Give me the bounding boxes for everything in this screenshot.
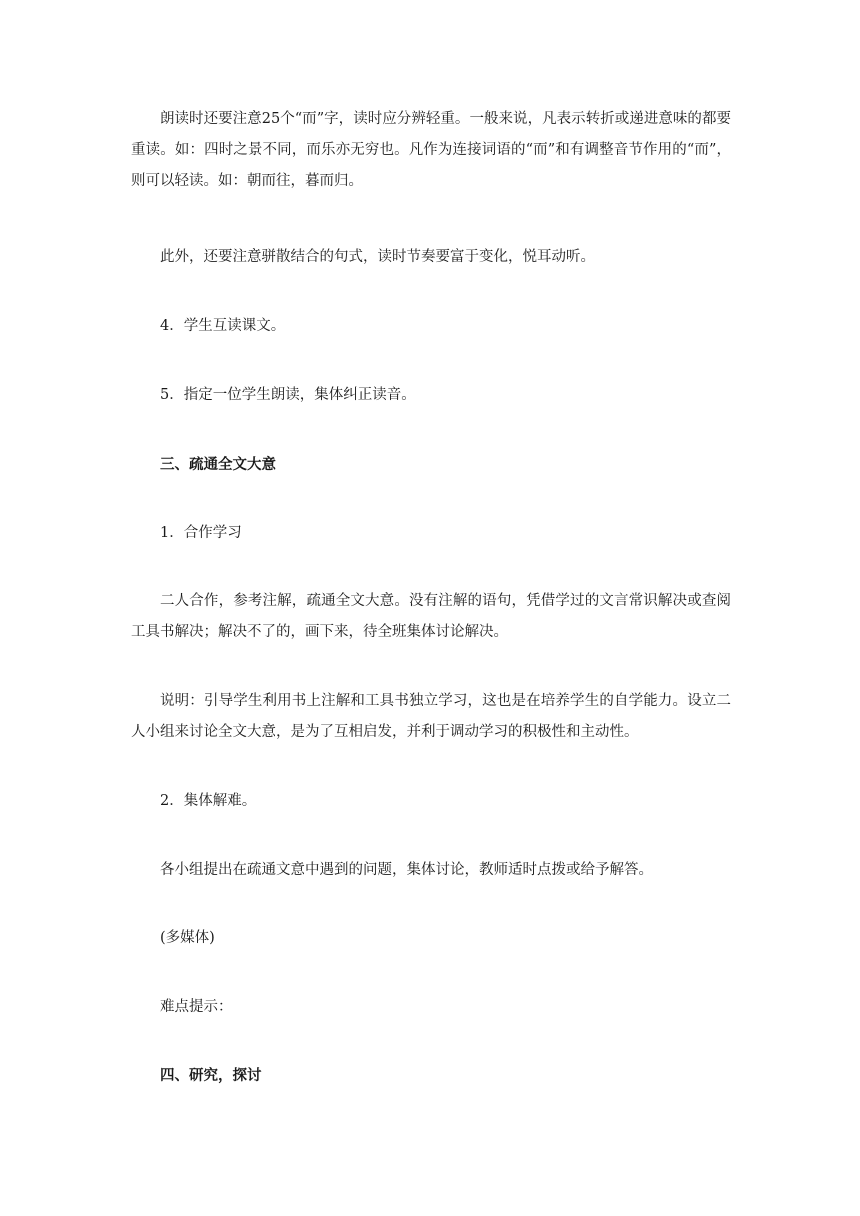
paragraph-pair-work: 二人合作，参考注解，疏通全文大意。没有注解的语句，凭借学过的文言常识解决或查阅工具书解决；解决不了的，画下来，待全班集体讨论解决。 <box>131 593 731 640</box>
section-heading-3: 三、疏通全文大意 <box>160 456 276 473</box>
multimedia-note: (多媒体) <box>160 930 215 946</box>
paragraph-pianshan: 此外，还要注意骈散结合的句式，读时节奏要富于变化，悦耳动听。 <box>160 249 595 265</box>
list-item-4: 4．学生互读课文。 <box>160 318 286 334</box>
difficulty-hint-label: 难点提示： <box>160 999 233 1015</box>
list-item-1-cooperative: 1．合作学习 <box>160 525 242 541</box>
paragraph-reading-er: 朗读时还要注意25个“而”字，读时应分辨轻重。一般来说，凡表示转折或递进意味的都要重读。如：四时之景不同，而乐亦无穷也。凡作为连接词语的“而”和有调整音节作用的“而”，则可以轻读。如：朝而往，暮而归。 <box>131 111 731 189</box>
paragraph-explanation: 说明：引导学生利用书上注解和工具书独立学习，这也是在培养学生的自学能力。设立二人小组来讨论全文大意，是为了互相启发，并利于调动学习的积极性和主动性。 <box>131 693 731 740</box>
section-heading-4: 四、研究，探讨 <box>160 1067 262 1084</box>
document-page <box>131 0 731 1216</box>
list-item-5: 5．指定一位学生朗读，集体纠正读音。 <box>160 387 416 403</box>
list-item-2-collective: 2．集体解难。 <box>160 793 257 809</box>
paragraph-group-questions: 各小组提出在疏通文意中遇到的问题，集体讨论，教师适时点拨或给予解答。 <box>160 862 653 878</box>
